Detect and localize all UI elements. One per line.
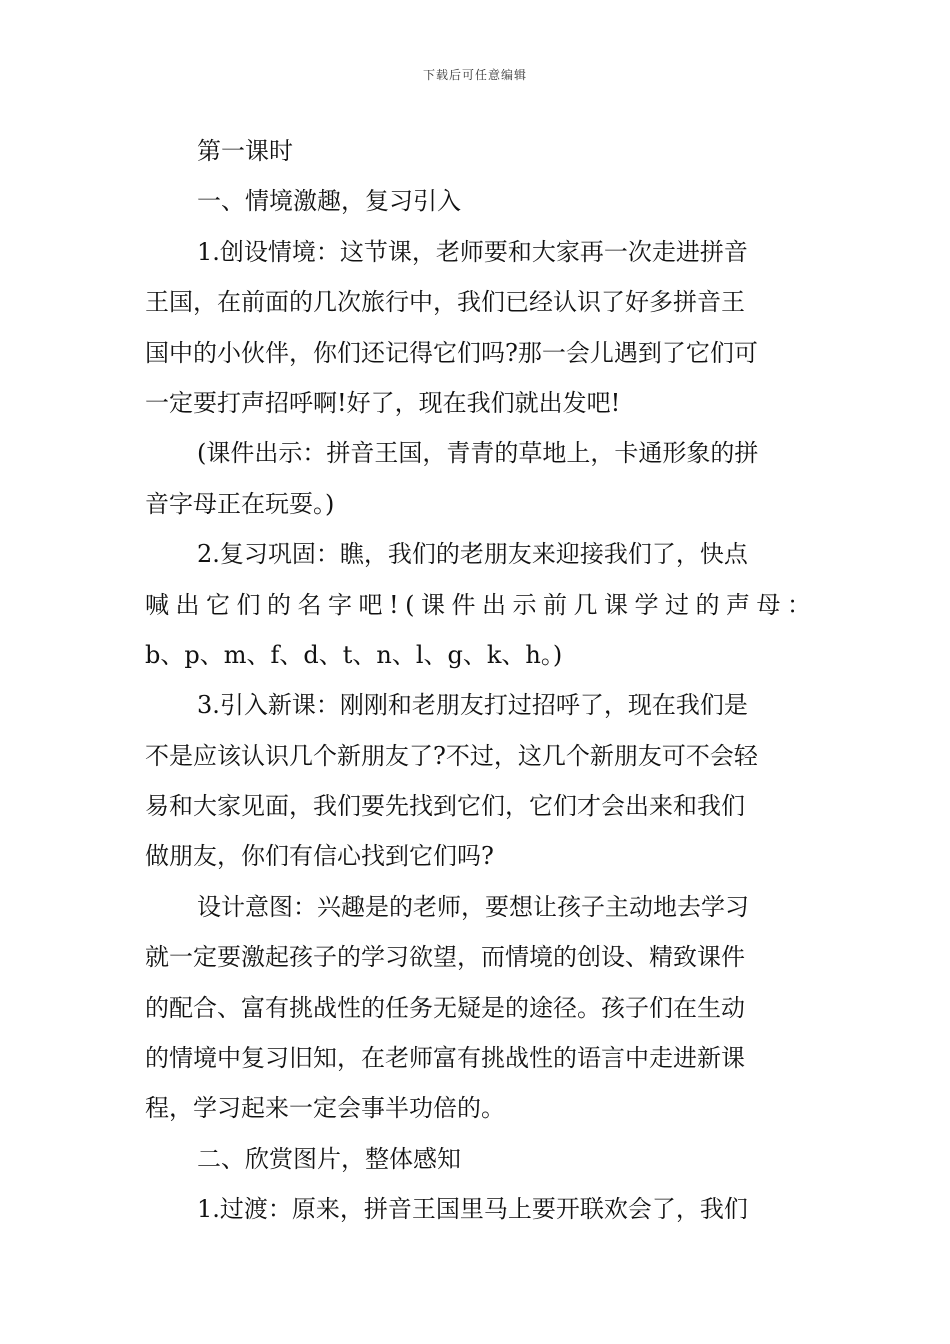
paragraph-line: 国中的小伙伴，你们还记得它们吗?那一会儿遇到了它们可 xyxy=(145,338,758,367)
pinyin-list-line: b、p、m、f、d、t、n、l、g、k、h。) xyxy=(145,640,563,669)
paragraph-line: 不是应该认识几个新朋友了?不过，这几个新朋友可不会轻 xyxy=(145,741,758,770)
paragraph-line: 2.复习巩固：瞧，我们的老朋友来迎接我们了，快点 xyxy=(197,540,748,569)
paragraph-line: 做朋友，你们有信心找到它们吗? xyxy=(145,842,494,871)
paragraph-line: 喊出它们的名字吧!(课件出示前几课学过的声母： xyxy=(145,590,818,619)
lesson-period-heading: 第一课时 xyxy=(197,137,293,165)
paragraph-line: 设计意图：兴趣是的老师，要想让孩子主动地去学习 xyxy=(197,892,749,921)
paragraph-line: 一定要打声招呼啊!好了，现在我们就出发吧! xyxy=(145,388,621,417)
paragraph-line: 音字母正在玩耍。) xyxy=(145,489,335,518)
paragraph-line: 程，学习起来一定会事半功倍的。 xyxy=(145,1094,505,1123)
paragraph-line: (课件出示：拼音王国，青青的草地上，卡通形象的拼 xyxy=(197,439,759,468)
paragraph-line: 3.引入新课：刚刚和老朋友打过招呼了，现在我们是 xyxy=(197,691,748,720)
paragraph-line: 的情境中复习旧知，在老师富有挑战性的语言中走进新课 xyxy=(145,1044,745,1073)
paragraph-line: 易和大家见面，我们要先找到它们，它们才会出来和我们 xyxy=(145,792,745,821)
paragraph-line: 1.创设情境：这节课，老师要和大家再一次走进拼音 xyxy=(197,237,748,266)
paragraph-line: 王国，在前面的几次旅行中，我们已经认识了好多拼音王 xyxy=(145,288,745,317)
paragraph-line: 1.过渡：原来，拼音王国里马上要开联欢会了，我们 xyxy=(197,1195,748,1224)
section-heading-2: 二、欣赏图片，整体感知 xyxy=(197,1144,461,1173)
page-header: 下载后可任意编辑 xyxy=(422,68,527,82)
paragraph-line: 就一定要激起孩子的学习欲望，而情境的创设、精致课件 xyxy=(145,943,745,972)
document-body xyxy=(145,126,818,1235)
section-heading-1: 一、情境激趣，复习引入 xyxy=(197,187,461,216)
paragraph-line: 的配合、富有挑战性的任务无疑是的途径。孩子们在生动 xyxy=(145,993,745,1022)
